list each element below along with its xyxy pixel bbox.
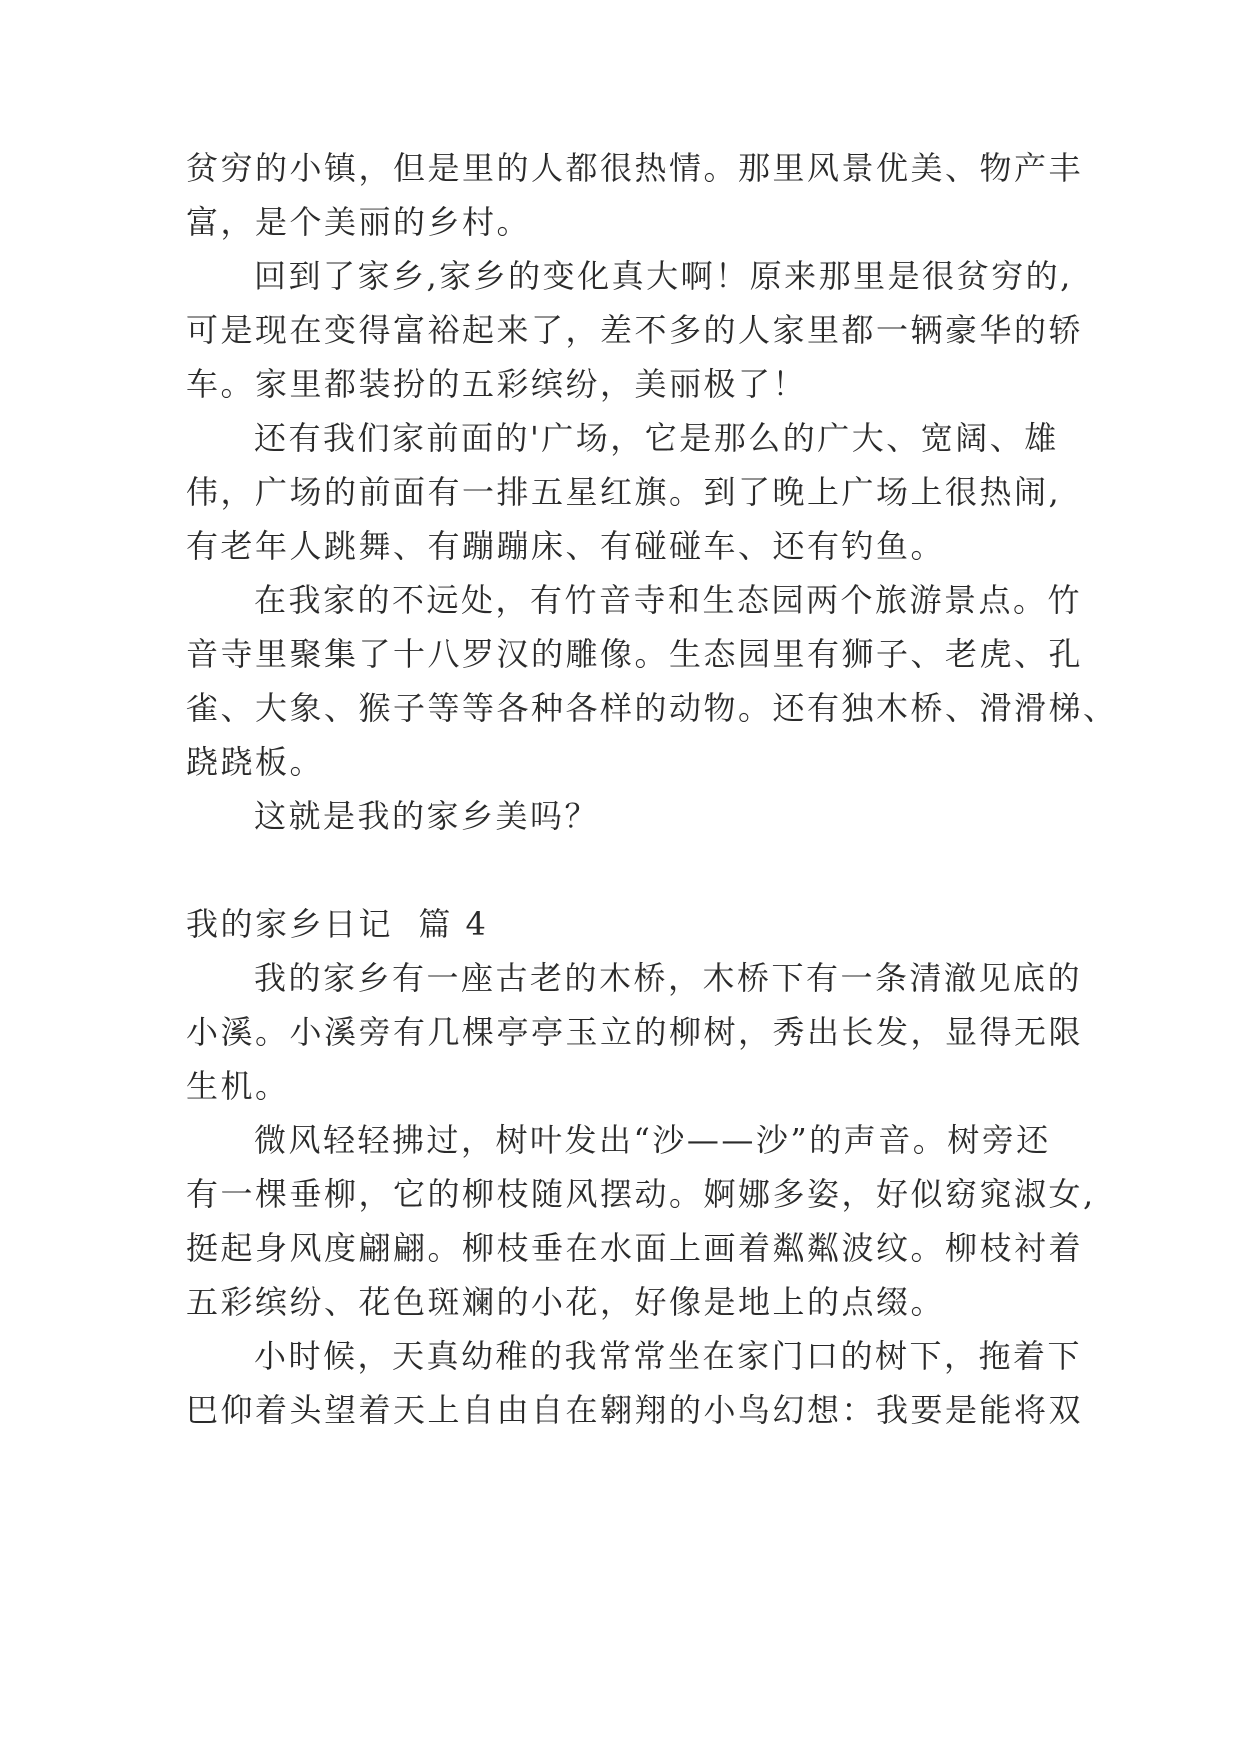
paragraph-first-line: 微风轻轻拂过，树叶发出“沙——沙”的声音。树旁还 <box>254 1121 1051 1159</box>
text-line: 富，是个美丽的乡村。 <box>186 203 532 241</box>
text-line: 车。家里都装扮的五彩缤纷，美丽极了！ <box>186 365 808 403</box>
text-line: 音寺里聚集了十八罗汉的雕像。生态园里有狮子、老虎、孔 <box>186 635 1084 673</box>
section-heading: 我的家乡日记 篇 4 <box>186 905 489 943</box>
text-line: 伟，广场的前面有一排五星红旗。到了晚上广场上很热闹, <box>186 473 1062 511</box>
paragraph-first-line: 小时候，天真幼稚的我常常坐在家门口的树下，拖着下 <box>254 1337 1083 1375</box>
paragraph-first-line: 在我家的不远处，有竹音寺和生态园两个旅游景点。竹 <box>254 581 1083 619</box>
text-line: 小溪。小溪旁有几棵亭亭玉立的柳树，秀出长发，显得无限 <box>186 1013 1084 1051</box>
text-line: 雀、大象、猴子等等各种各样的动物。还有独木桥、滑滑梯、 <box>186 689 1118 727</box>
text-line: 有老年人跳舞、有蹦蹦床、有碰碰车、还有钓鱼。 <box>186 527 946 565</box>
paragraph-first-line: 回到了家乡,家乡的变化真大啊！原来那里是很贫穷的, <box>254 257 1073 295</box>
text-line: 跷跷板。 <box>186 743 325 781</box>
text-line: 五彩缤纷、花色斑斓的小花，好像是地上的点缀。 <box>186 1283 946 1321</box>
text-line: 巴仰着头望着天上自由自在翱翔的小鸟幻想：我要是能将双 <box>186 1391 1084 1429</box>
paragraph-first-line: 这就是我的家乡美吗？ <box>254 797 600 835</box>
text-line: 生机。 <box>186 1067 290 1105</box>
text-line: 有一棵垂柳，它的柳枝随风摆动。婀娜多姿，好似窈窕淑女, <box>186 1175 1096 1213</box>
paragraph-first-line: 我的家乡有一座古老的木桥，木桥下有一条清澈见底的 <box>254 959 1083 997</box>
text-line: 可是现在变得富裕起来了，差不多的人家里都一辆豪华的轿 <box>186 311 1084 349</box>
text-line: 挺起身风度翩翩。柳枝垂在水面上画着粼粼波纹。柳枝衬着 <box>186 1229 1084 1267</box>
text-line: 贫穷的小镇，但是里的人都很热情。那里风景优美、物产丰 <box>186 149 1084 187</box>
paragraph-first-line: 还有我们家前面的'广场，它是那么的广大、宽阔、雄 <box>254 419 1059 457</box>
